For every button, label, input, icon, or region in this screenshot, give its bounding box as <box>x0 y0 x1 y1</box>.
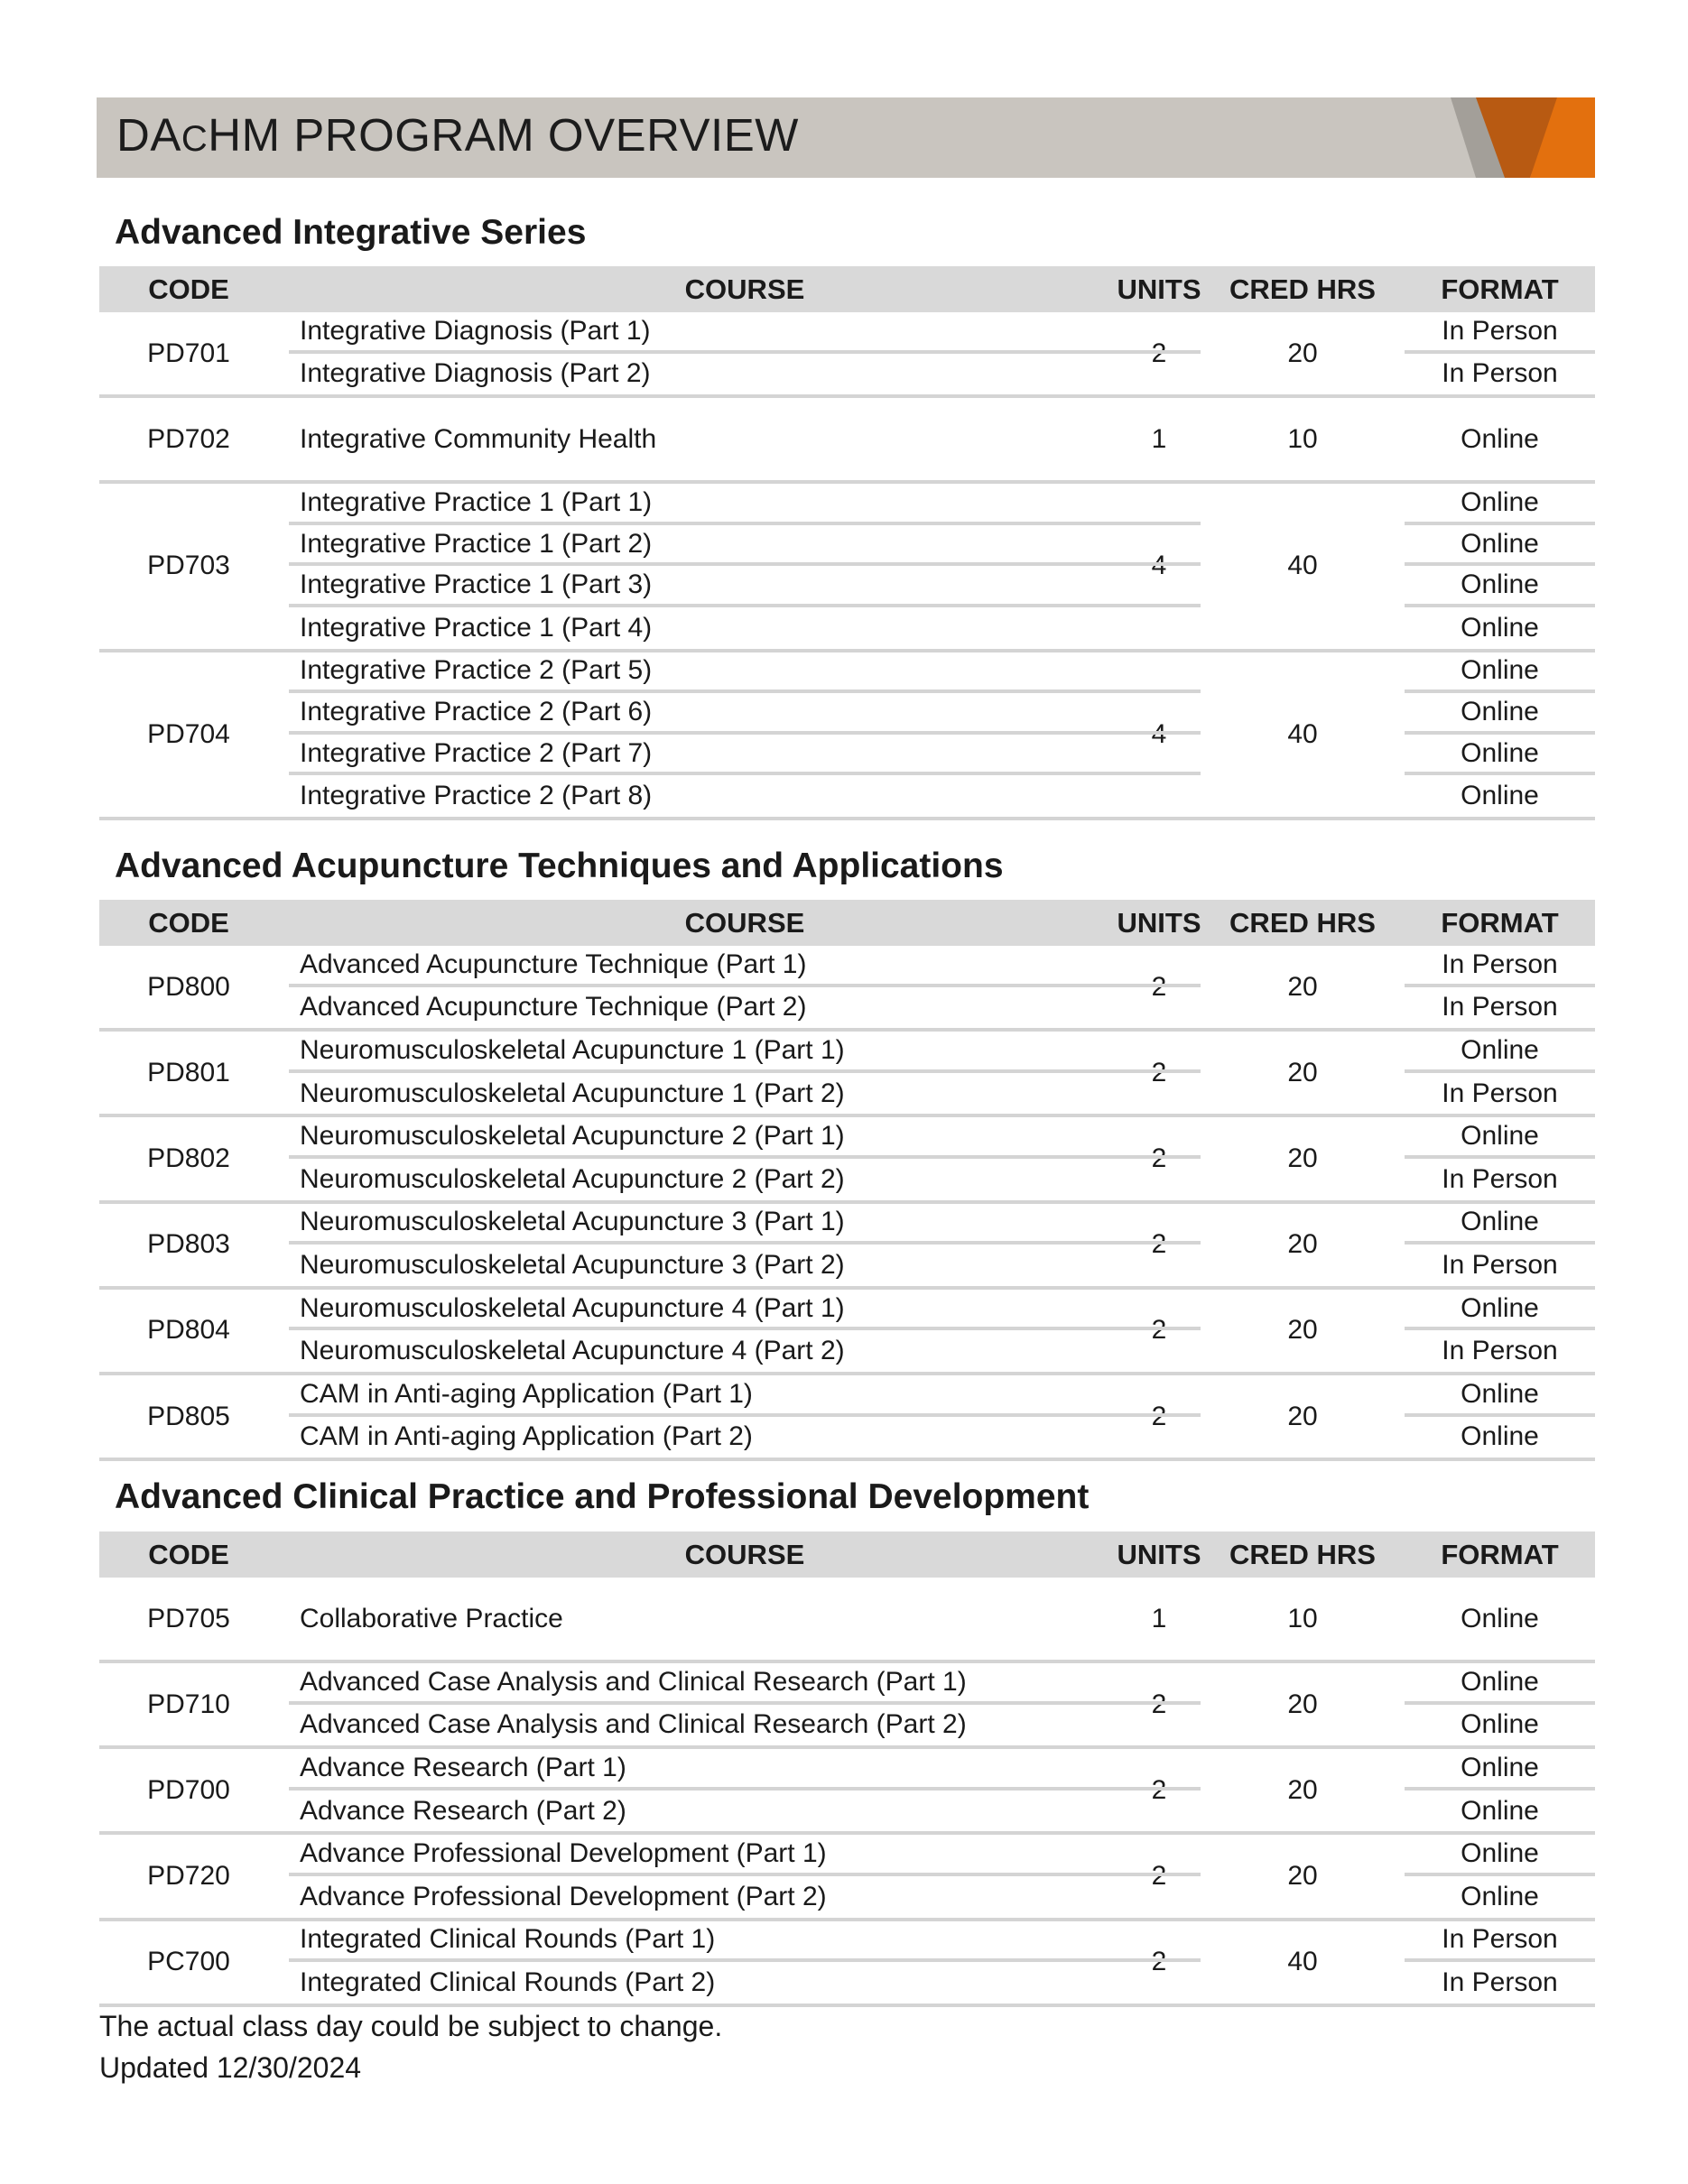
table-header-row <box>99 1532 1595 1578</box>
course-name: Integrative Practice 2 (Part 6) <box>289 693 1201 735</box>
format-list <box>1405 1921 1595 2004</box>
course-code: PD800 <box>147 971 230 1002</box>
course-format: Online <box>1461 1881 1539 1911</box>
course-name: Integrative Practice 1 (Part 4) <box>300 612 653 643</box>
course-code: PD804 <box>147 1315 230 1346</box>
footer-note: The actual class day could be subject to change. <box>99 2010 723 2042</box>
format-list <box>1405 1204 1595 1286</box>
course-code: PD701 <box>147 338 230 368</box>
course-name: Neuromusculoskeletal Acupuncture 3 (Part 1) <box>289 1204 1201 1245</box>
format-list <box>1405 1032 1595 1114</box>
course-format: Online <box>1405 1290 1595 1331</box>
course-name: Advance Professional Development (Part 1) <box>289 1835 1201 1876</box>
units-value: 2 <box>1151 1401 1167 1431</box>
units-value: 2 <box>1151 1860 1167 1891</box>
course-group-row <box>99 1578 1595 1663</box>
course-name: Integrated Clinical Rounds (Part 1) <box>289 1921 1201 1963</box>
course-name: Advanced Case Analysis and Clinical Research (Part 2) <box>300 1709 967 1740</box>
course-code: PD705 <box>147 1603 230 1633</box>
course-format: In Person <box>1405 312 1595 354</box>
units-value: 1 <box>1151 423 1167 454</box>
course-format: Online <box>1461 781 1539 811</box>
course-name: Integrative Practice 2 (Part 7) <box>289 735 1201 776</box>
course-list <box>289 652 1201 817</box>
course-format: In Person <box>1442 358 1558 389</box>
format-list <box>1405 398 1595 480</box>
course-list <box>289 1204 1201 1286</box>
table-header-row <box>99 266 1595 312</box>
format-list <box>1405 484 1595 648</box>
course-name: Integrative Community Health <box>300 423 657 454</box>
cred-hrs-value: 10 <box>1287 423 1318 454</box>
cred-hrs-value: 40 <box>1287 1947 1318 1977</box>
format-list <box>1405 1290 1595 1372</box>
header-course: COURSE <box>684 273 805 305</box>
course-format: Online <box>1405 1204 1595 1245</box>
units-value: 2 <box>1151 1315 1167 1346</box>
course-name: CAM in Anti-aging Application (Part 1) <box>289 1375 1201 1417</box>
cred-hrs-value: 20 <box>1287 1689 1318 1719</box>
section-title-clinical: Advanced Clinical Practice and Professional Development <box>115 1477 1090 1516</box>
course-name: Integrated Clinical Rounds (Part 2) <box>300 1967 716 1997</box>
course-group-row <box>99 652 1595 820</box>
format-list <box>1405 652 1595 817</box>
course-format: In Person <box>1442 1078 1558 1108</box>
format-list <box>1405 1663 1595 1745</box>
cred-hrs-value: 20 <box>1287 1229 1318 1260</box>
course-code: PD720 <box>147 1860 230 1891</box>
cred-hrs-value: 20 <box>1287 1774 1318 1805</box>
course-format: Online <box>1405 566 1595 607</box>
header-units: UNITS <box>1117 907 1201 939</box>
table-integrative <box>99 266 1595 820</box>
header-code: CODE <box>148 273 229 305</box>
header-format: FORMAT <box>1441 1539 1559 1570</box>
header-format: FORMAT <box>1441 907 1559 939</box>
page-title <box>116 108 799 162</box>
course-format: Online <box>1405 652 1595 694</box>
course-format: Online <box>1405 1117 1595 1159</box>
course-format: Online <box>1461 423 1539 454</box>
course-group-row <box>99 312 1595 398</box>
course-format: Online <box>1405 1375 1595 1417</box>
cred-hrs-value: 20 <box>1287 1860 1318 1891</box>
course-format: Online <box>1461 1603 1539 1633</box>
course-list <box>289 484 1201 648</box>
course-group-row <box>99 1835 1595 1920</box>
cred-hrs-value: 40 <box>1287 551 1318 581</box>
header-cred-hrs: CRED HRS <box>1229 907 1376 939</box>
title-part-2: C <box>181 119 209 159</box>
course-list <box>289 1835 1201 1917</box>
footer-updated: Updated 12/30/2024 <box>99 2051 362 2084</box>
course-group-row <box>99 1663 1595 1749</box>
units-value: 2 <box>1151 1689 1167 1719</box>
cred-hrs-value: 20 <box>1287 1057 1318 1087</box>
header-cred-hrs: CRED HRS <box>1229 1539 1376 1570</box>
units-value: 1 <box>1151 1603 1167 1633</box>
units-value: 2 <box>1151 1143 1167 1173</box>
course-format: Online <box>1461 1421 1539 1452</box>
header-code: CODE <box>148 1539 229 1570</box>
units-value: 2 <box>1151 1057 1167 1087</box>
course-format: In Person <box>1442 1967 1558 1997</box>
course-code: PD704 <box>147 718 230 749</box>
course-list <box>289 1117 1201 1199</box>
course-name: Neuromusculoskeletal Acupuncture 2 (Part 1) <box>289 1117 1201 1159</box>
course-name: Neuromusculoskeletal Acupuncture 2 (Part 2) <box>300 1163 845 1194</box>
course-group-row <box>99 946 1595 1032</box>
course-list <box>289 1921 1201 2004</box>
course-format: In Person <box>1442 1163 1558 1194</box>
course-name: Advanced Acupuncture Technique (Part 2) <box>300 992 807 1023</box>
course-name: Advance Research (Part 2) <box>300 1795 626 1826</box>
cred-hrs-value: 10 <box>1287 1603 1318 1633</box>
course-format: Online <box>1461 1709 1539 1740</box>
units-value: 4 <box>1151 718 1167 749</box>
course-format: In Person <box>1442 1249 1558 1280</box>
course-group-row <box>99 1032 1595 1117</box>
course-group-row <box>99 1749 1595 1835</box>
course-format: In Person <box>1405 946 1595 987</box>
title-part-3: HM PROGRAM OVERVIEW <box>208 109 799 161</box>
units-value: 4 <box>1151 551 1167 581</box>
course-list <box>289 1663 1201 1745</box>
course-name: Advanced Acupuncture Technique (Part 1) <box>289 946 1201 987</box>
course-group-row <box>99 398 1595 484</box>
course-name: Integrative Diagnosis (Part 1) <box>289 312 1201 354</box>
section-title-integrative: Advanced Integrative Series <box>115 213 587 252</box>
course-name: Neuromusculoskeletal Acupuncture 1 (Part 1) <box>289 1032 1201 1073</box>
title-banner <box>97 97 1595 178</box>
banner-decoration <box>1451 97 1595 178</box>
course-format: Online <box>1405 484 1595 525</box>
table-clinical <box>99 1532 1595 2007</box>
course-format: Online <box>1405 1749 1595 1791</box>
cred-hrs-value: 20 <box>1287 1143 1318 1173</box>
course-list <box>289 312 1201 394</box>
header-units: UNITS <box>1117 1539 1201 1570</box>
header-course: COURSE <box>684 1539 805 1570</box>
course-name: Neuromusculoskeletal Acupuncture 4 (Part 2) <box>300 1336 845 1366</box>
course-code: PD803 <box>147 1229 230 1260</box>
course-name: Neuromusculoskeletal Acupuncture 4 (Part 1) <box>289 1290 1201 1331</box>
course-name: Integrative Practice 2 (Part 5) <box>289 652 1201 694</box>
header-format: FORMAT <box>1441 273 1559 305</box>
table-header-row <box>99 900 1595 946</box>
units-value: 2 <box>1151 338 1167 368</box>
course-name: Integrative Practice 1 (Part 1) <box>289 484 1201 525</box>
course-group-row <box>99 1117 1595 1203</box>
course-name: Neuromusculoskeletal Acupuncture 1 (Part 2) <box>300 1078 845 1108</box>
units-value: 2 <box>1151 971 1167 1002</box>
cred-hrs-value: 40 <box>1287 718 1318 749</box>
course-code: PD805 <box>147 1401 230 1431</box>
course-name: Integrative Diagnosis (Part 2) <box>300 358 651 389</box>
table-acupuncture <box>99 900 1595 1461</box>
header-code: CODE <box>148 907 229 939</box>
course-code: PC700 <box>147 1947 230 1977</box>
course-format: Online <box>1405 1663 1595 1705</box>
section-title-acupuncture: Advanced Acupuncture Techniques and Applications <box>115 847 1004 885</box>
course-list <box>289 1032 1201 1114</box>
course-group-row <box>99 1290 1595 1375</box>
format-list <box>1405 1375 1595 1458</box>
course-format: Online <box>1461 612 1539 643</box>
course-name: Integrative Practice 1 (Part 2) <box>289 525 1201 567</box>
course-format: Online <box>1405 1835 1595 1876</box>
course-list <box>289 1375 1201 1458</box>
course-code: PD700 <box>147 1774 230 1805</box>
course-name: Advanced Case Analysis and Clinical Research (Part 1) <box>289 1663 1201 1705</box>
course-code: PD802 <box>147 1143 230 1173</box>
course-format: Online <box>1405 693 1595 735</box>
course-format: Online <box>1405 1032 1595 1073</box>
course-code: PD710 <box>147 1689 230 1719</box>
cred-hrs-value: 20 <box>1287 971 1318 1002</box>
course-name: Advance Research (Part 1) <box>289 1749 1201 1791</box>
format-list <box>1405 946 1595 1028</box>
cred-hrs-value: 20 <box>1287 338 1318 368</box>
course-name: Advance Professional Development (Part 2) <box>300 1881 827 1911</box>
title-part-1: DA <box>116 109 181 161</box>
format-list <box>1405 312 1595 394</box>
course-name: Integrative Practice 1 (Part 3) <box>289 566 1201 607</box>
course-name: Collaborative Practice <box>300 1603 563 1633</box>
course-name: Neuromusculoskeletal Acupuncture 3 (Part 2) <box>300 1249 845 1280</box>
course-code: PD801 <box>147 1057 230 1087</box>
course-list <box>289 946 1201 1028</box>
course-group-row <box>99 1921 1595 2007</box>
course-format: In Person <box>1442 992 1558 1023</box>
header-units: UNITS <box>1117 273 1201 305</box>
course-format: In Person <box>1405 1921 1595 1963</box>
course-group-row <box>99 1204 1595 1290</box>
course-list <box>289 1290 1201 1372</box>
course-name: CAM in Anti-aging Application (Part 2) <box>300 1421 753 1452</box>
course-group-row <box>99 1375 1595 1461</box>
course-format: Online <box>1405 525 1595 567</box>
header-cred-hrs: CRED HRS <box>1229 273 1376 305</box>
format-list <box>1405 1835 1595 1917</box>
header-course: COURSE <box>684 907 805 939</box>
cred-hrs-value: 20 <box>1287 1401 1318 1431</box>
format-list <box>1405 1117 1595 1199</box>
course-list <box>289 1578 1201 1660</box>
course-code: PD703 <box>147 551 230 581</box>
course-list <box>289 1749 1201 1831</box>
course-format: Online <box>1461 1795 1539 1826</box>
course-group-row <box>99 484 1595 652</box>
course-code: PD702 <box>147 423 230 454</box>
units-value: 2 <box>1151 1774 1167 1805</box>
format-list <box>1405 1749 1595 1831</box>
format-list <box>1405 1578 1595 1660</box>
course-name: Integrative Practice 2 (Part 8) <box>300 781 653 811</box>
cred-hrs-value: 20 <box>1287 1315 1318 1346</box>
course-format: Online <box>1405 735 1595 776</box>
units-value: 2 <box>1151 1947 1167 1977</box>
course-list <box>289 398 1201 480</box>
course-format: In Person <box>1442 1336 1558 1366</box>
units-value: 2 <box>1151 1229 1167 1260</box>
